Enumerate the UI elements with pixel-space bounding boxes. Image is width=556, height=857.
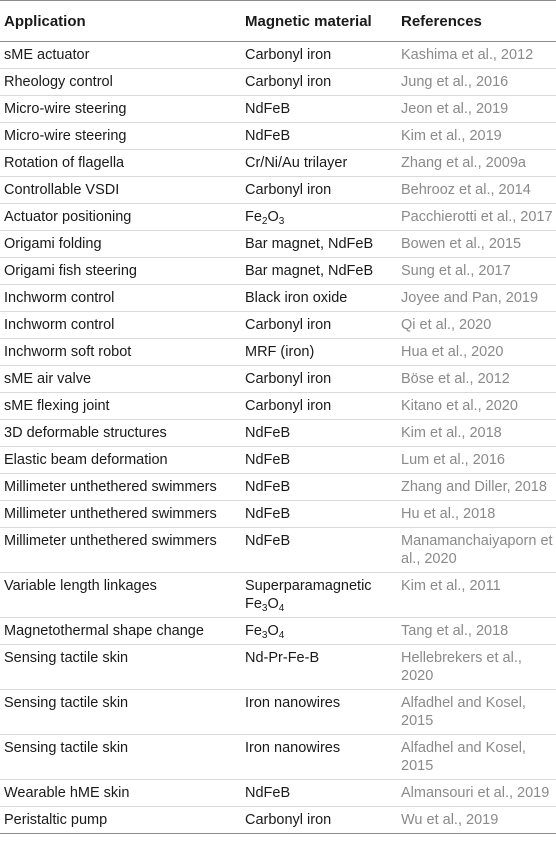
cell-magnetic-material: Iron nanowires bbox=[239, 735, 395, 780]
cell-reference: Zhang and Diller, 2018 bbox=[395, 474, 556, 501]
cell-reference: Kashima et al., 2012 bbox=[395, 42, 556, 69]
cell-magnetic-material: MRF (iron) bbox=[239, 339, 395, 366]
cell-application: sME flexing joint bbox=[0, 393, 239, 420]
cell-reference: Joyee and Pan, 2019 bbox=[395, 285, 556, 312]
material-text: Fe bbox=[245, 623, 262, 639]
table-row bbox=[0, 177, 556, 204]
cell-magnetic-material: Black iron oxide bbox=[239, 285, 395, 312]
cell-reference: Lum et al., 2016 bbox=[395, 447, 556, 474]
cell-reference: Hellebrekers et al., 2020 bbox=[395, 645, 556, 690]
table-header bbox=[0, 1, 556, 42]
table-row bbox=[0, 573, 556, 618]
table-row bbox=[0, 258, 556, 285]
table-row bbox=[0, 807, 556, 834]
cell-reference: Hua et al., 2020 bbox=[395, 339, 556, 366]
cell-application: Magnetothermal shape change bbox=[0, 618, 239, 645]
table-row bbox=[0, 447, 556, 474]
cell-magnetic-material: NdFeB bbox=[239, 780, 395, 807]
cell-application: Millimeter unthethered swimmers bbox=[0, 501, 239, 528]
cell-application: Millimeter unthethered swimmers bbox=[0, 474, 239, 501]
table-row bbox=[0, 312, 556, 339]
cell-application: Micro-wire steering bbox=[0, 96, 239, 123]
material-text: Superparamagnetic Fe bbox=[245, 578, 372, 612]
cell-reference: Kim et al., 2019 bbox=[395, 123, 556, 150]
table-row bbox=[0, 285, 556, 312]
header-application: Application bbox=[0, 1, 239, 42]
cell-reference: Qi et al., 2020 bbox=[395, 312, 556, 339]
cell-magnetic-material: NdFeB bbox=[239, 96, 395, 123]
cell-application: Inchworm soft robot bbox=[0, 339, 239, 366]
material-text: O bbox=[267, 209, 279, 225]
cell-reference: Almansouri et al., 2019 bbox=[395, 780, 556, 807]
cell-reference: Alfadhel and Kosel, 2015 bbox=[395, 735, 556, 780]
cell-magnetic-material: Carbonyl iron bbox=[239, 312, 395, 339]
cell-reference: Pacchierotti et al., 2017 bbox=[395, 204, 556, 231]
table-row bbox=[0, 204, 556, 231]
cell-magnetic-material: Carbonyl iron bbox=[239, 42, 395, 69]
table-row bbox=[0, 231, 556, 258]
material-text: O bbox=[267, 596, 279, 612]
table-body bbox=[0, 42, 556, 834]
cell-application: Wearable hME skin bbox=[0, 780, 239, 807]
table-row bbox=[0, 780, 556, 807]
cell-application: Rheology control bbox=[0, 69, 239, 96]
cell-magnetic-material bbox=[239, 204, 395, 231]
header-references: References bbox=[395, 1, 556, 42]
table-row bbox=[0, 339, 556, 366]
cell-reference: Manamanchaiyaporn et al., 2020 bbox=[395, 528, 556, 573]
cell-reference: Kitano et al., 2020 bbox=[395, 393, 556, 420]
cell-reference: Zhang et al., 2009a bbox=[395, 150, 556, 177]
cell-magnetic-material: NdFeB bbox=[239, 528, 395, 573]
cell-reference: Kim et al., 2018 bbox=[395, 420, 556, 447]
cell-application: sME air valve bbox=[0, 366, 239, 393]
material-text: 3 bbox=[278, 216, 285, 227]
cell-magnetic-material: NdFeB bbox=[239, 447, 395, 474]
cell-magnetic-material: NdFeB bbox=[239, 501, 395, 528]
cell-application: Actuator positioning bbox=[0, 204, 239, 231]
material-text: 3 bbox=[261, 630, 268, 641]
cell-magnetic-material bbox=[239, 573, 395, 618]
cell-reference: Kim et al., 2011 bbox=[395, 573, 556, 618]
cell-application: Inchworm control bbox=[0, 312, 239, 339]
cell-reference: Wu et al., 2019 bbox=[395, 807, 556, 834]
table-row bbox=[0, 501, 556, 528]
cell-application: Origami fish steering bbox=[0, 258, 239, 285]
cell-magnetic-material: Cr/Ni/Au trilayer bbox=[239, 150, 395, 177]
cell-reference: Alfadhel and Kosel, 2015 bbox=[395, 690, 556, 735]
table-row bbox=[0, 645, 556, 690]
cell-reference: Bowen et al., 2015 bbox=[395, 231, 556, 258]
cell-magnetic-material: Bar magnet, NdFeB bbox=[239, 231, 395, 258]
cell-application: Micro-wire steering bbox=[0, 123, 239, 150]
table-row bbox=[0, 150, 556, 177]
cell-application: Peristaltic pump bbox=[0, 807, 239, 834]
cell-reference: Sung et al., 2017 bbox=[395, 258, 556, 285]
cell-magnetic-material bbox=[239, 618, 395, 645]
cell-application: Sensing tactile skin bbox=[0, 645, 239, 690]
material-text: O bbox=[267, 623, 279, 639]
cell-application: Variable length linkages bbox=[0, 573, 239, 618]
cell-reference: Behrooz et al., 2014 bbox=[395, 177, 556, 204]
table-row bbox=[0, 735, 556, 780]
table-row bbox=[0, 366, 556, 393]
cell-magnetic-material: Bar magnet, NdFeB bbox=[239, 258, 395, 285]
table-row bbox=[0, 42, 556, 69]
cell-magnetic-material: Carbonyl iron bbox=[239, 807, 395, 834]
cell-reference: Böse et al., 2012 bbox=[395, 366, 556, 393]
material-text: 3 bbox=[261, 603, 268, 614]
cell-magnetic-material: NdFeB bbox=[239, 123, 395, 150]
header-row bbox=[0, 1, 556, 42]
table-row bbox=[0, 618, 556, 645]
cell-application: Rotation of flagella bbox=[0, 150, 239, 177]
material-text: 4 bbox=[278, 630, 285, 641]
header-magnetic-material: Magnetic material bbox=[239, 1, 395, 42]
material-text: 2 bbox=[261, 216, 268, 227]
cell-reference: Jung et al., 2016 bbox=[395, 69, 556, 96]
material-text: Fe bbox=[245, 209, 262, 225]
cell-magnetic-material: Carbonyl iron bbox=[239, 366, 395, 393]
cell-application: Millimeter unthethered swimmers bbox=[0, 528, 239, 573]
table-row bbox=[0, 69, 556, 96]
cell-application: 3D deformable structures bbox=[0, 420, 239, 447]
cell-magnetic-material: Iron nanowires bbox=[239, 690, 395, 735]
cell-magnetic-material: Carbonyl iron bbox=[239, 69, 395, 96]
cell-reference: Jeon et al., 2019 bbox=[395, 96, 556, 123]
table-row bbox=[0, 690, 556, 735]
cell-application: Elastic beam deformation bbox=[0, 447, 239, 474]
cell-magnetic-material: Nd-Pr-Fe-B bbox=[239, 645, 395, 690]
table-row bbox=[0, 96, 556, 123]
cell-reference: Tang et al., 2018 bbox=[395, 618, 556, 645]
cell-application: Controllable VSDI bbox=[0, 177, 239, 204]
material-text: 4 bbox=[278, 603, 285, 614]
cell-reference: Hu et al., 2018 bbox=[395, 501, 556, 528]
table-row bbox=[0, 393, 556, 420]
cell-application: Origami folding bbox=[0, 231, 239, 258]
table-row bbox=[0, 528, 556, 573]
cell-magnetic-material: NdFeB bbox=[239, 474, 395, 501]
cell-magnetic-material: Carbonyl iron bbox=[239, 177, 395, 204]
cell-application: Inchworm control bbox=[0, 285, 239, 312]
cell-application: Sensing tactile skin bbox=[0, 690, 239, 735]
cell-application: sME actuator bbox=[0, 42, 239, 69]
table-row bbox=[0, 123, 556, 150]
cell-magnetic-material: NdFeB bbox=[239, 420, 395, 447]
cell-application: Sensing tactile skin bbox=[0, 735, 239, 780]
cell-magnetic-material: Carbonyl iron bbox=[239, 393, 395, 420]
table-row bbox=[0, 420, 556, 447]
table-row bbox=[0, 474, 556, 501]
